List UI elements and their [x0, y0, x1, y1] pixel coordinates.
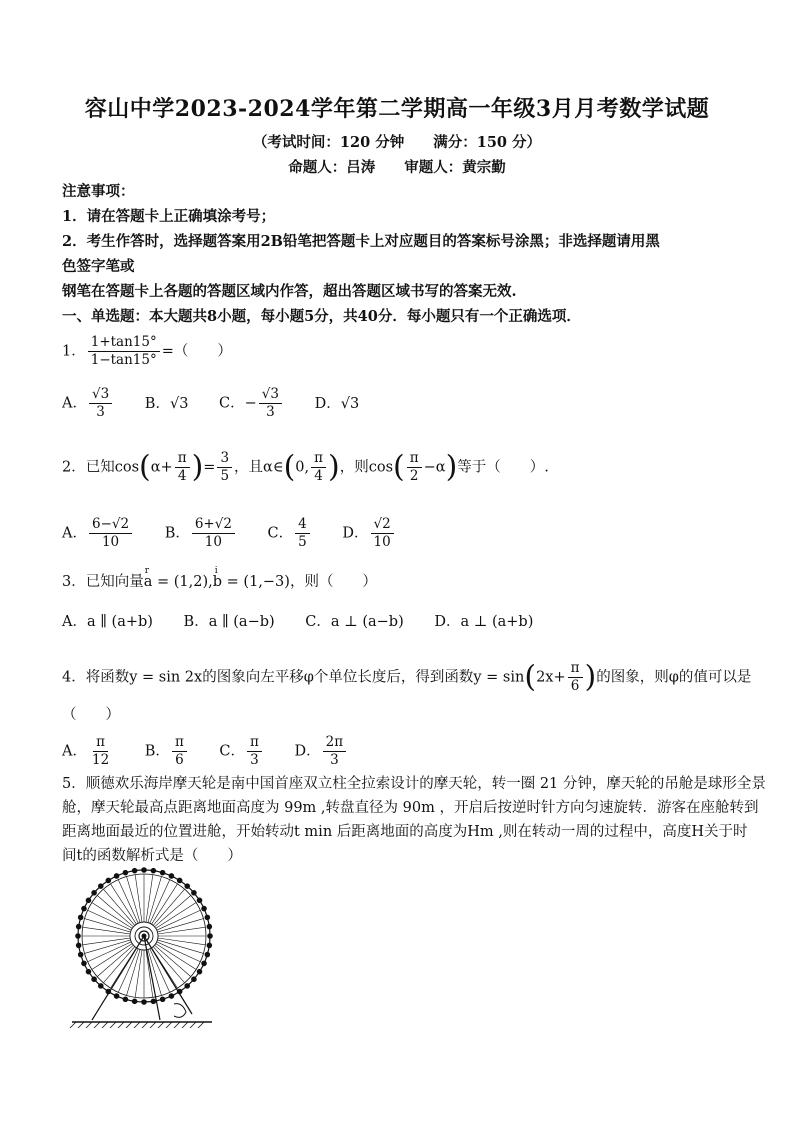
q1-number: 1．: [62, 343, 86, 360]
ferris-wheel-figure: [64, 862, 234, 1030]
wheel-cabin: [197, 969, 202, 974]
wheel-cabin: [202, 906, 207, 911]
q1-numerator: 1+tan15°: [88, 334, 160, 352]
wheel-spoke: [158, 938, 206, 945]
q4-options: [62, 734, 746, 769]
wheel-spoke: [150, 949, 170, 993]
q4-option-d[interactable]: D． $\frac{2\pi}{3}$: [295, 734, 349, 769]
wheel-spoke: [85, 940, 131, 954]
notes-heading: 注意事项：: [62, 183, 135, 200]
ground-hatch-stroke: [158, 1022, 164, 1028]
exam-title: 容山中学2023-2024学年第二学期高一年级3月月考数学试题: [84, 96, 710, 122]
wheel-spoke: [157, 910, 201, 930]
ground-hatch-stroke: [142, 1022, 148, 1028]
q4-option-c[interactable]: C． $\frac{\pi}{3}$: [219, 734, 263, 769]
wheel-cabin: [82, 961, 87, 966]
q3-option-a[interactable]: A．a ∥ (a+b): [62, 614, 153, 630]
wheel-cabin: [142, 1000, 147, 1005]
note-item-1: 1．请在答题卡上正确填涂考号；: [62, 208, 276, 225]
wheel-spoke: [127, 949, 141, 995]
wheel-cabin: [160, 870, 165, 875]
wheel-spoke: [157, 940, 203, 954]
wheel-spoke: [135, 875, 142, 923]
wheel-cabin: [177, 878, 182, 883]
support-leg-left: [92, 936, 144, 1020]
q2-options: [62, 516, 746, 551]
wheel-cabin: [207, 924, 212, 929]
wheel-spoke: [83, 927, 131, 934]
wheel-cabin: [169, 994, 174, 999]
wheel-spoke: [127, 877, 141, 923]
wheel-cabin: [76, 934, 81, 939]
ground-hatch-stroke: [134, 1022, 140, 1028]
question-3: 3．已知向量r a = (1,2),i b = (1,−3)，则（ ）: [62, 572, 746, 592]
wheel-cabin: [169, 874, 174, 879]
q3-option-c[interactable]: C．a ⊥ (a−b): [305, 614, 404, 630]
question-5-line-1: 5．顺德欢乐海岸摩天轮是南中国首座双立柱全拉索设计的摩天轮，转一圈 21 分钟，摩天轮的吊舱是球形全景: [62, 776, 766, 792]
ground-hatch-stroke: [182, 1022, 188, 1028]
wheel-spoke: [148, 949, 162, 995]
wheel-cabin: [78, 952, 83, 957]
q1-tail: =（ ）: [161, 343, 232, 360]
wheel-spoke: [158, 927, 206, 934]
wheel-cabin: [192, 890, 197, 895]
wheel-cabin: [132, 868, 137, 873]
ground-hatch-stroke: [78, 1022, 84, 1028]
wheel-cabin: [151, 999, 156, 1004]
wheel-spoke: [118, 880, 138, 924]
q2-option-a[interactable]: A． $\frac{6-√2}{10}$: [62, 516, 134, 551]
ground-hatch-stroke: [198, 1022, 204, 1028]
wheel-cabin: [114, 994, 119, 999]
note-item-2-end: 钢笔在答题卡上各题的答题区域内作答，超出答题区域书写的答案无效.: [62, 283, 517, 300]
wheel-cabin: [86, 969, 91, 974]
question-2: 2．已知cos(α+ $\frac{\pi}{4}$ )= $\frac{3}{5}$ ，且α∈(0, $\frac{\pi}{4}$ )，则cos( $\frac{\pi}{2}$ −α)等于（ ）.: [62, 449, 549, 485]
ferris-wheel-drawing: [70, 868, 212, 1028]
wheel-spoke: [146, 875, 153, 923]
q1-option-d[interactable]: D．√3: [314, 395, 360, 412]
q4-option-b[interactable]: B． $\frac{\pi}{6}$: [145, 734, 189, 769]
question-5-line-4: 间t的函数解析式是（ ）: [62, 848, 242, 864]
q1-denominator: 1−tan15°: [90, 352, 157, 368]
wheel-cabin: [197, 898, 202, 903]
wheel-cabin: [160, 997, 165, 1002]
q3-options: [62, 612, 746, 632]
wheel-spoke: [150, 880, 170, 924]
q1-options: [62, 386, 746, 421]
question-4: 4．将函数y = sin 2x的图象向左平移φ个单位长度后，得到函数y = sin(2x+ $\frac{\pi}{6}$ )的图象，则φ的值可以是: [62, 659, 752, 695]
wheel-cabin: [82, 906, 87, 911]
q2-option-d[interactable]: D． $\frac{√2}{10}$: [342, 516, 395, 551]
wheel-cabin: [185, 984, 190, 989]
wheel-spoke: [135, 950, 142, 998]
ground-hatch-stroke: [110, 1022, 116, 1028]
question-5-line-2: 舱，摩天轮最高点距离地面高度为 99m ,转盘直径为 90m ，开启后按逆时针方向匀速旋转．游客在座舱转到: [62, 800, 759, 816]
wheel-cabin: [207, 943, 212, 948]
q1-fraction: [88, 334, 160, 369]
wheel-cabin: [208, 934, 213, 939]
wheel-cabin: [123, 997, 128, 1002]
exam-info: （考试时间：120 分钟 满分：150 分）: [252, 134, 542, 151]
wheel-cabin: [98, 884, 103, 889]
wheel-cabin: [76, 924, 81, 929]
wheel-spoke: [157, 919, 203, 933]
ground-hatch: [70, 1022, 204, 1028]
wheel-spoke: [157, 942, 201, 962]
wheel-cabin: [123, 870, 128, 875]
q3-option-b[interactable]: B．a ∥ (a−b): [183, 614, 275, 630]
wheel-spoke: [83, 938, 131, 945]
wheel-cabin: [114, 874, 119, 879]
ground-hatch-stroke: [118, 1022, 124, 1028]
wheel-cabin: [151, 868, 156, 873]
ground-hatch-stroke: [174, 1022, 180, 1028]
wheel-cabin: [185, 884, 190, 889]
q4-paren: （ ）: [62, 707, 120, 723]
question-1: [62, 334, 746, 369]
wheel-spoke: [85, 919, 131, 933]
q4-option-a[interactable]: A． $\frac{\pi}{12}$: [62, 734, 110, 768]
wheel-cabin: [92, 977, 97, 982]
wheel-cabin: [202, 961, 207, 966]
q1-option-a[interactable]: A． $\frac{√3}{3}$: [62, 386, 114, 421]
section-1-heading: 一、单选题：本大题共8小题，每小题5分，共40分．每小题只有一个正确选项．: [62, 308, 581, 325]
q1-option-b[interactable]: B．√3: [144, 395, 189, 412]
wheel-cabin: [106, 878, 111, 883]
wheel-cabin: [142, 868, 147, 873]
wheel-spoke: [146, 950, 153, 998]
wheel-cabin: [132, 999, 137, 1004]
wheel-cabin: [92, 890, 97, 895]
wheel-cabin: [205, 915, 210, 920]
wheel-spoke: [118, 949, 138, 993]
boarding-platform: [174, 1004, 186, 1018]
wheel-cabin: [98, 984, 103, 989]
wheel-cabin: [192, 977, 197, 982]
wheel-spoke: [88, 942, 132, 962]
ground-hatch-stroke: [126, 1022, 132, 1028]
q2-option-c[interactable]: C． $\frac{4}{5}$: [268, 516, 312, 551]
wheel-spoke: [88, 910, 132, 930]
ground-hatch-stroke: [102, 1022, 108, 1028]
ground-hatch-stroke: [190, 1022, 196, 1028]
wheel-cabin: [78, 915, 83, 920]
wheel-cabin: [86, 898, 91, 903]
ground-hatch-stroke: [150, 1022, 156, 1028]
q1-option-c[interactable]: C．− $\frac{√3}{3}$: [219, 386, 284, 421]
wheel-cabin: [76, 943, 81, 948]
ground-hatch-stroke: [166, 1022, 172, 1028]
q3-option-d[interactable]: D．a ⊥ (a+b): [434, 614, 534, 630]
exam-authors: 命题人：吕涛 审题人：黄宗勤: [288, 159, 506, 176]
ground-hatch-stroke: [70, 1022, 76, 1028]
note-item-2-cont: 色签字笔或: [62, 258, 135, 275]
ground-hatch-stroke: [94, 1022, 100, 1028]
q2-option-b[interactable]: B． $\frac{6+√2}{10}$: [165, 516, 237, 551]
question-5-line-3: 距离地面最近的位置进舱，开始转动t min 后距离地面的高度为Hm ,则在转动一周的过程中，高度H关于时: [62, 824, 748, 840]
note-item-2: 2．考生作答时，选择题答案用2B铅笔把答题卡上对应题目的答案标号涂黑；非选择题请用黑: [62, 233, 660, 250]
wheel-spoke: [148, 877, 162, 923]
ground-hatch-stroke: [86, 1022, 92, 1028]
wheel-cabin: [205, 952, 210, 957]
